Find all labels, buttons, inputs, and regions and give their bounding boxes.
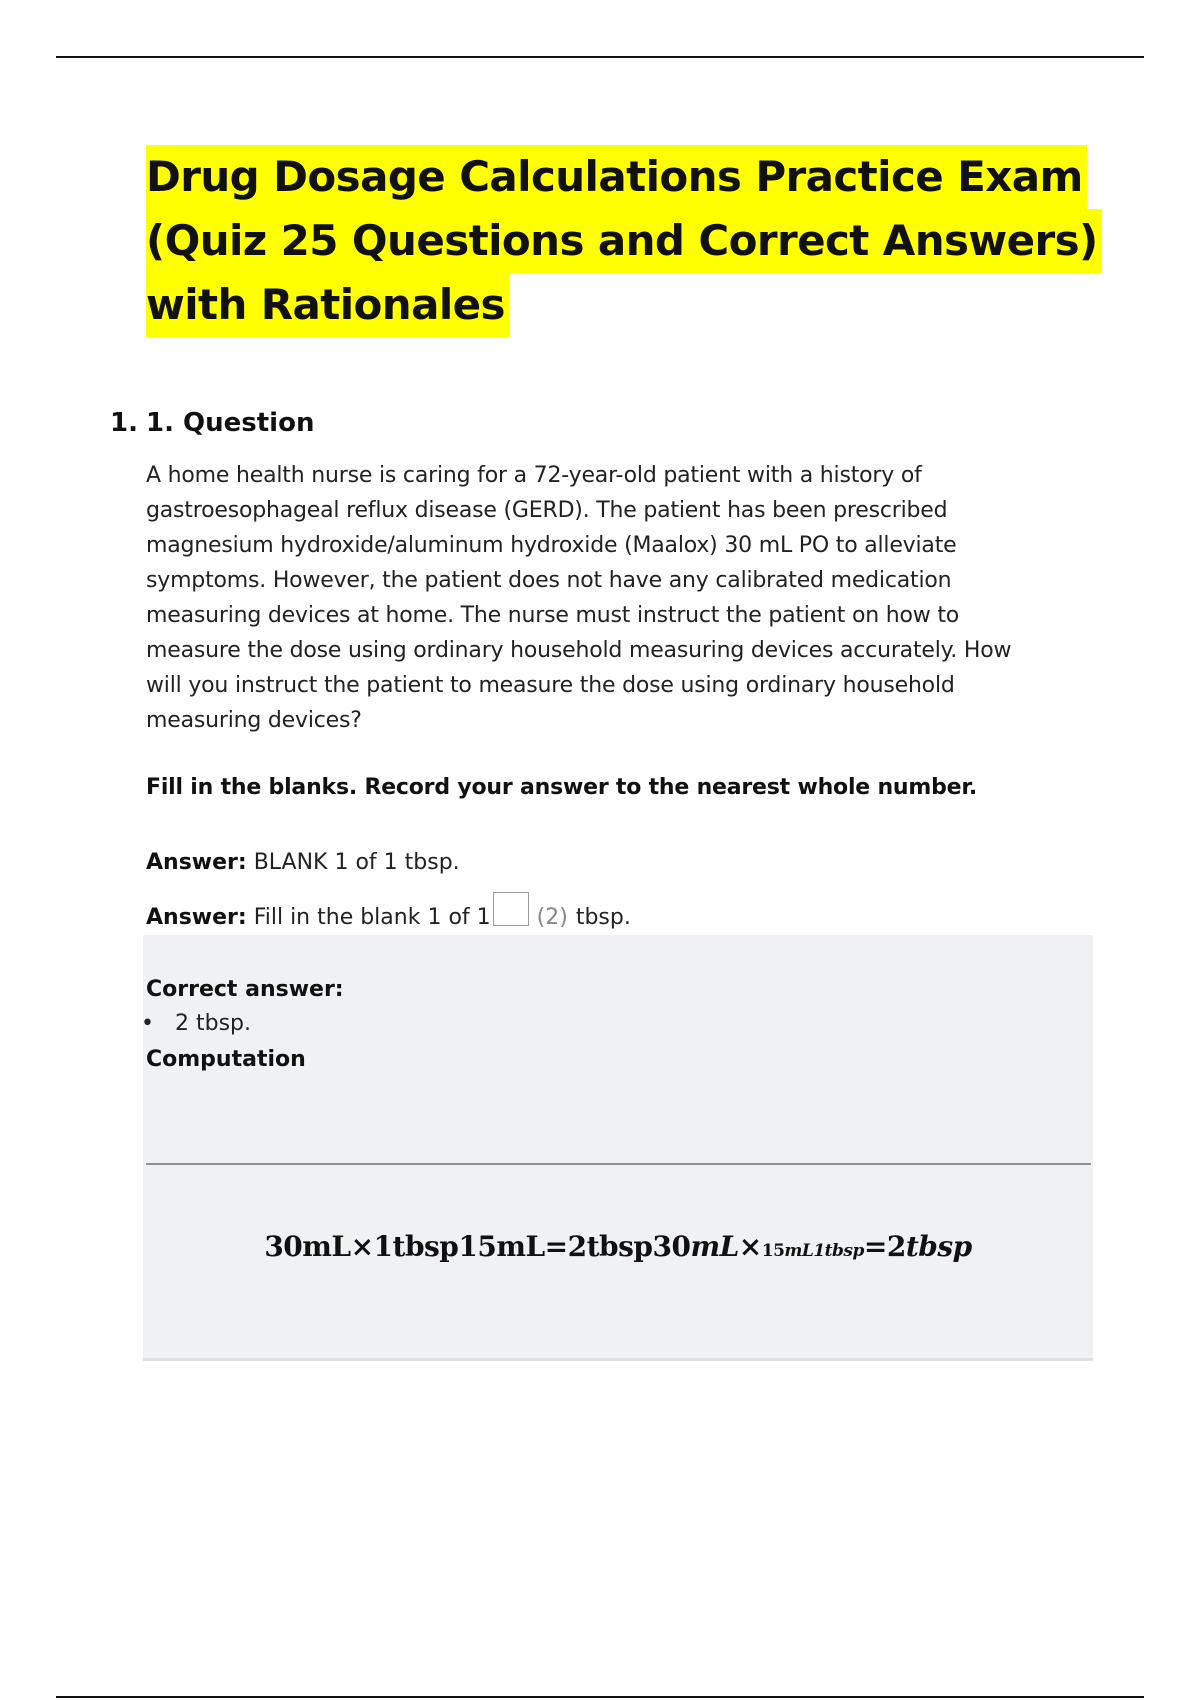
title-line-3: with Rationales: [146, 273, 509, 337]
formula-times: ×: [738, 1230, 762, 1263]
formula-small-units: mL1tbsp: [784, 1241, 864, 1261]
feedback-panel: [143, 935, 1093, 1361]
question-line: will you instruct the patient to measure the dose using ordinary household: [146, 673, 955, 698]
title-line-1: Drug Dosage Calculations Practice Exam: [146, 145, 1087, 209]
formula-result-unit: tbsp: [905, 1230, 972, 1263]
question-line: A home health nurse is caring for a 72-year-old patient with a history of: [146, 463, 922, 488]
question-title: 1. Question: [146, 408, 315, 438]
question-body: [146, 458, 1076, 738]
question-line: measuring devices at home. The nurse must instruct the patient on how to: [146, 603, 960, 628]
question-line: magnesium hydroxide/aluminum hydroxide (Maalox) 30 mL PO to alleviate: [146, 533, 957, 558]
list-number: 1.: [110, 408, 138, 438]
title-line-2: (Quiz 25 Questions and Correct Answers): [146, 209, 1102, 273]
answer-prefix: Fill in the blank 1 of 1: [253, 905, 491, 930]
formula-equals: =2: [863, 1230, 906, 1263]
answer-label: Answer:: [146, 850, 247, 875]
question-line: measure the dose using ordinary household measuring devices accurately. How: [146, 638, 1012, 663]
answer-line-2: [146, 892, 631, 930]
document-title: [146, 145, 1146, 337]
instruction-text: Fill in the blanks. Record your answer to the nearest whole number.: [146, 775, 978, 800]
bullet-icon: •: [141, 1011, 154, 1036]
question-heading: [110, 408, 314, 438]
answer-label: Answer:: [146, 905, 247, 930]
answer-hint: (2): [536, 905, 568, 930]
bottom-rule: [56, 1696, 1144, 1698]
computation-label: Computation: [146, 1047, 306, 1072]
question-line: measuring devices?: [146, 708, 362, 733]
panel-divider: [146, 1163, 1091, 1165]
correct-answer-item: [141, 1011, 251, 1036]
answer-unit: tbsp.: [575, 905, 631, 930]
correct-answer-label: Correct answer:: [146, 977, 344, 1002]
correct-answer-value: 2 tbsp.: [175, 1011, 252, 1036]
answer-line-1: [146, 850, 460, 875]
formula-small-number: 15: [761, 1241, 785, 1261]
question-line: gastroesophageal reflux disease (GERD). The patient has been prescribed: [146, 498, 948, 523]
answer-blank-input[interactable]: [493, 892, 529, 926]
computation-formula: [143, 1230, 1093, 1263]
formula-italic-unit: mL: [690, 1230, 739, 1263]
question-line: symptoms. However, the patient does not have any calibrated medication: [146, 568, 952, 593]
formula-plain: 30mL×1tbsp15mL=2tbsp30: [264, 1230, 691, 1263]
answer-text: BLANK 1 of 1 tbsp.: [253, 850, 460, 875]
top-rule: [56, 56, 1144, 58]
